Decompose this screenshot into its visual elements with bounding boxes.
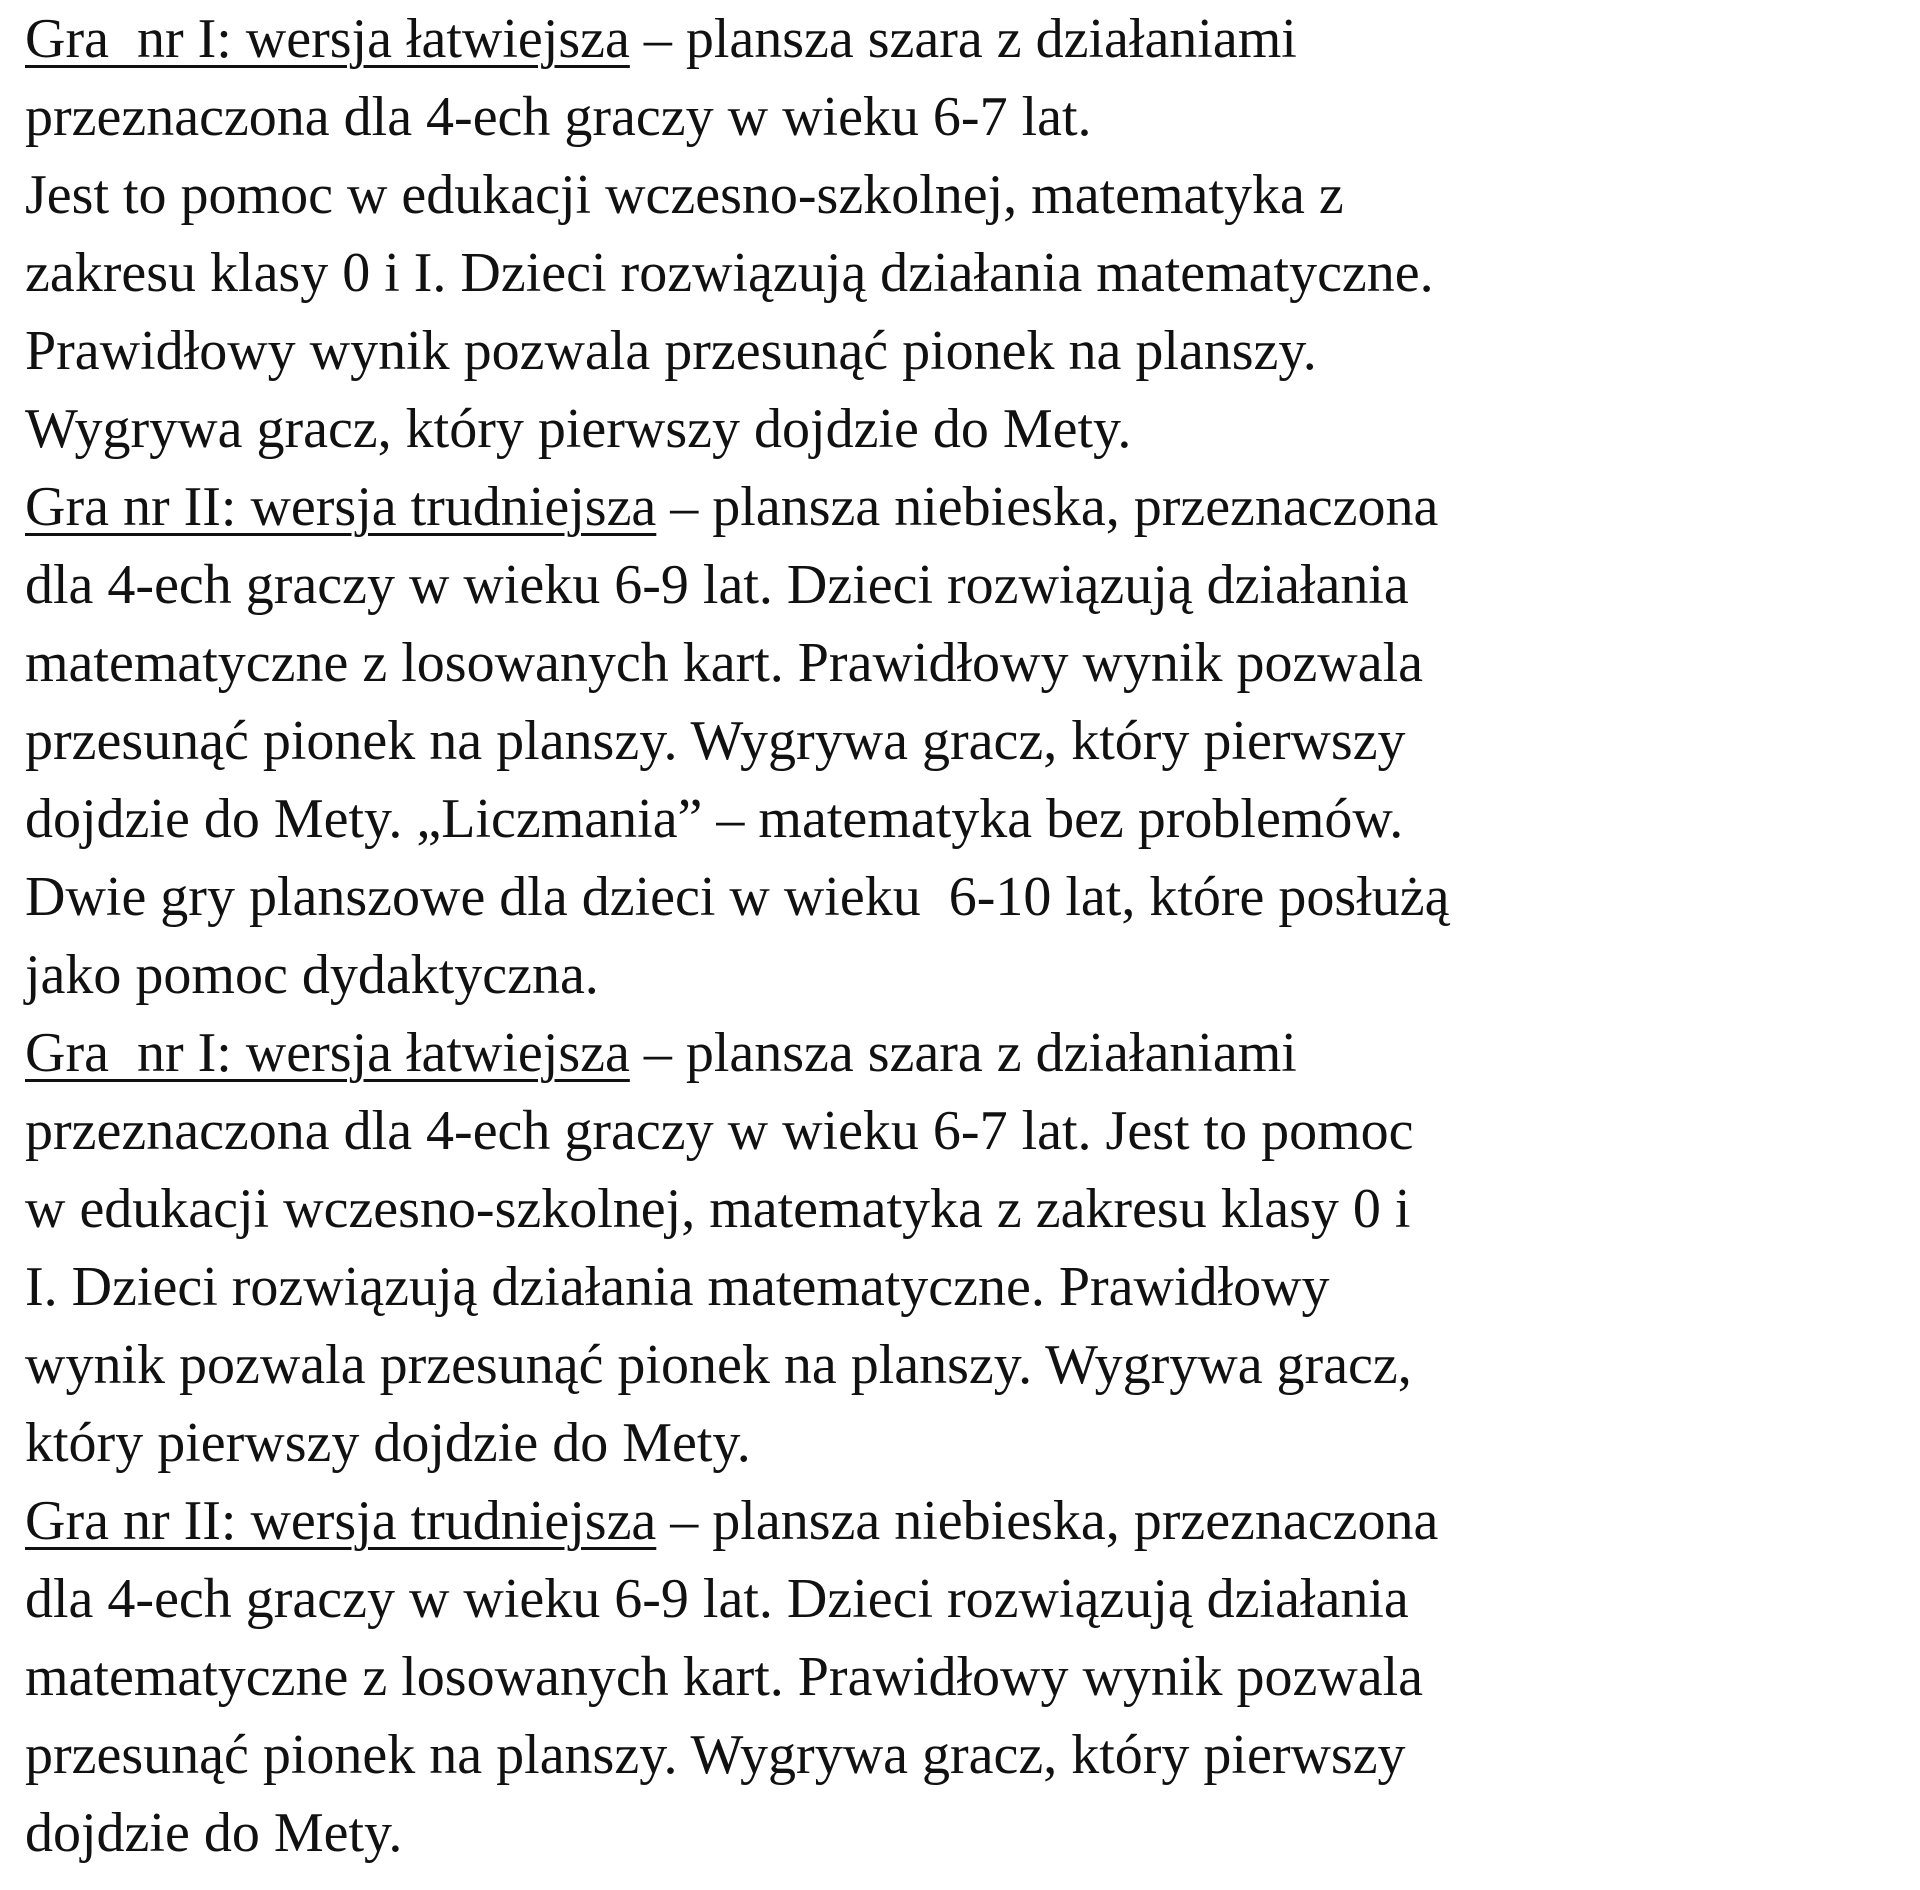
section-heading: Gra nr II: wersja trudniejsza: [25, 476, 657, 538]
text-line: [25, 234, 1905, 312]
text-line: [25, 1638, 1905, 1716]
line-text: matematyczne z losowanych kart. Prawidłowy wynik pozwala: [25, 1646, 1424, 1708]
line-text: I. Dzieci rozwiązują działania matematyczne. Prawidłowy: [25, 1256, 1330, 1318]
text-line: [25, 1716, 1905, 1794]
line-text: dojdzie do Mety.: [25, 1802, 403, 1864]
text-line: [25, 468, 1905, 546]
line-text: jako pomoc dydaktyczna.: [25, 944, 599, 1006]
line-text: dla 4-ech graczy w wieku 6-9 lat. Dzieci rozwiązują działania: [25, 554, 1409, 616]
line-text: dojdzie do Mety. „Liczmania” – matematyka bez problemów.: [25, 788, 1404, 850]
line-text: Wygrywa gracz, który pierwszy dojdzie do Mety.: [25, 398, 1132, 460]
line-text: przesunąć pionek na planszy. Wygrywa gracz, który pierwszy: [25, 1724, 1406, 1786]
line-text: w edukacji wczesno-szkolnej, matematyka z zakresu klasy 0 i: [25, 1178, 1411, 1240]
text-line: [25, 0, 1905, 78]
text-line: [25, 546, 1905, 624]
section-heading: Gra nr II: wersja trudniejsza: [25, 1490, 657, 1552]
line-text: Prawidłowy wynik pozwala przesunąć pionek na planszy.: [25, 320, 1317, 382]
line-text: zakresu klasy 0 i I. Dzieci rozwiązują działania matematyczne.: [25, 242, 1434, 304]
text-line: [25, 1092, 1905, 1170]
document-body: [25, 0, 1905, 1872]
line-text: wynik pozwala przesunąć pionek na planszy. Wygrywa gracz,: [25, 1334, 1412, 1396]
text-line: [25, 312, 1905, 390]
text-line: [25, 1404, 1905, 1482]
text-line: [25, 936, 1905, 1014]
text-line: [25, 1014, 1905, 1092]
text-line: [25, 702, 1905, 780]
line-text: przesunąć pionek na planszy. Wygrywa gracz, który pierwszy: [25, 710, 1406, 772]
text-line: [25, 1560, 1905, 1638]
text-line: [25, 858, 1905, 936]
text-line: [25, 1170, 1905, 1248]
line-text: matematyczne z losowanych kart. Prawidłowy wynik pozwala: [25, 632, 1424, 694]
line-text: – plansza niebieska, przeznaczona: [656, 1490, 1439, 1552]
line-text: Dwie gry planszowe dla dzieci w wieku 6-10 lat, które posłużą: [25, 866, 1450, 928]
line-text: – plansza niebieska, przeznaczona: [656, 476, 1439, 538]
section-heading: Gra nr I: wersja łatwiejsza: [25, 8, 630, 70]
line-text: – plansza szara z działaniami: [629, 1022, 1297, 1084]
line-text: – plansza szara z działaniami: [629, 8, 1297, 70]
line-text: który pierwszy dojdzie do Mety.: [25, 1412, 751, 1474]
text-line: [25, 78, 1905, 156]
line-text: Jest to pomoc w edukacji wczesno-szkolnej, matematyka z: [25, 164, 1344, 226]
text-line: [25, 624, 1905, 702]
text-line: [25, 1248, 1905, 1326]
section-heading: Gra nr I: wersja łatwiejsza: [25, 1022, 630, 1084]
text-line: [25, 390, 1905, 468]
text-line: [25, 156, 1905, 234]
line-text: przeznaczona dla 4-ech graczy w wieku 6-7 lat.: [25, 86, 1092, 148]
text-line: [25, 1482, 1905, 1560]
text-line: [25, 1326, 1905, 1404]
line-text: przeznaczona dla 4-ech graczy w wieku 6-7 lat. Jest to pomoc: [25, 1100, 1414, 1162]
text-line: [25, 780, 1905, 858]
line-text: dla 4-ech graczy w wieku 6-9 lat. Dzieci rozwiązują działania: [25, 1568, 1409, 1630]
text-line: [25, 1794, 1905, 1872]
